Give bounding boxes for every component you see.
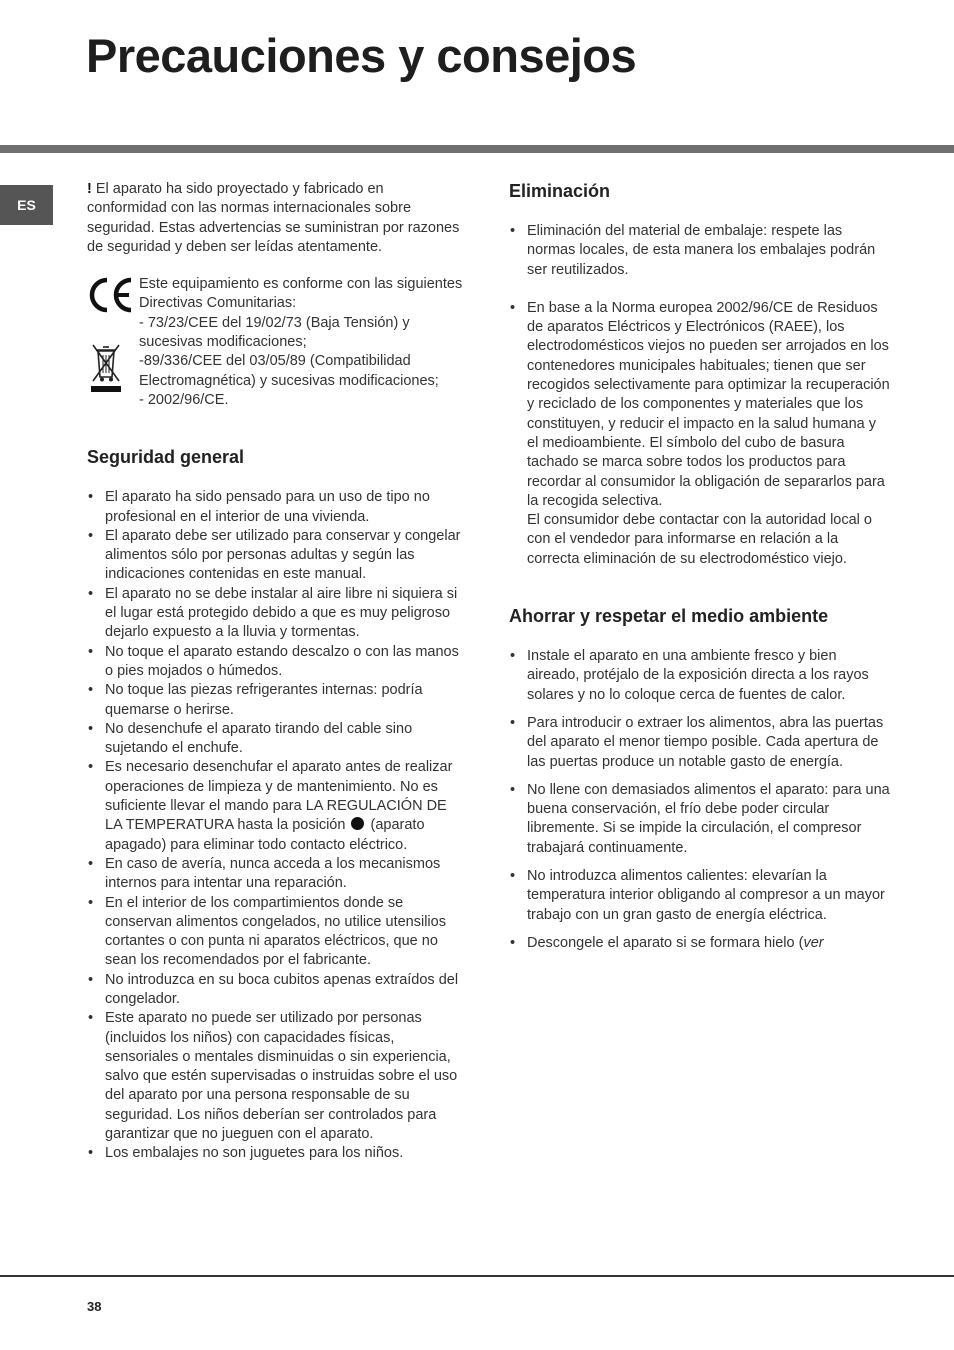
list-item: • No toque el aparato estando descalzo o con las manos o pies mojados o húmedos. bbox=[87, 643, 467, 682]
intro-paragraph bbox=[87, 180, 467, 257]
raee-paragraph: • En base a la Norma europea 2002/96/CE de Residuos de aparatos Eléctricos y Electrónicos (RAEE), los electrodomésticos viejos no pueden ser arrojados en los contenedores municipales habituales; tienen que ser recogidos selectivamente para optimizar la recuperación y reciclado de los componentes y materiales que los constituyen, y reducir el impacto en la salud humana y el medioambiente. El símbolo del cubo de basura tachado se marca sobre todos los productos para recordar al consumidor la obligación de separarlos para la recogida selectiva. bbox=[527, 299, 890, 509]
compliance-block bbox=[87, 275, 467, 410]
compliance-line: - 2002/96/CE. bbox=[139, 391, 229, 408]
list-item: • No introduzca alimentos calientes: elevarían la temperatura interior obligando al compresor a un mayor trabajo con un gran gasto de energía eléctrica. bbox=[509, 867, 891, 925]
warning-mark: ! bbox=[87, 181, 92, 197]
heading-eliminacion: Eliminación bbox=[509, 181, 611, 201]
list-item: • Instale el aparato en una ambiente fresco y bien aireado, protéjalo de la exposición directa a los rayos solares y no lo coloque cerca de fuentes de calor. bbox=[509, 647, 891, 705]
page-number: 38 bbox=[87, 1299, 102, 1314]
list-item: • No desenchufe el aparato tirando del cable sino sujetando el enchufe. bbox=[87, 720, 467, 759]
page-title: Precauciones y consejos bbox=[86, 29, 637, 82]
compliance-line: - 73/23/CEE del 19/02/73 (Baja Tensión) y sucesivas modificaciones; bbox=[139, 314, 410, 351]
list-item: • Eliminación del material de embalaje: respete las normas locales, de esta manera los embalajes podrán ser reutilizados. bbox=[509, 222, 891, 280]
list-item-raee bbox=[509, 299, 891, 569]
list-item: • No introduzca en su boca cubitos apenas extraídos del congelador. bbox=[87, 971, 467, 1010]
unplug-text-before: Es necesario desenchufar el aparato antes de realizar operaciones de limpieza y de mantenimiento. No es suficiente llevar el mando para LA REGULACIÓN DE LA TEMPERATURA hasta la posición bbox=[105, 759, 453, 834]
crossed-bin-icon bbox=[89, 341, 123, 393]
raee-contact-paragraph: El consumidor debe contactar con la autoridad local o con el vendedor para informarse en relación a la correcta eliminación de su electrodoméstico viejo. bbox=[527, 512, 872, 567]
list-item: • Este aparato no puede ser utilizado por personas (incluidos los niños) con capacidades físicas, sensoriales o mentales disminuidas o sin experiencia, salvo que estén supervisadas o instruidas sobre el uso del aparato por una persona responsable de su seguridad. Los niños deberían ser controlados para garantizar que no jueguen con el aparato. bbox=[87, 1009, 467, 1144]
list-item: • No toque las piezas refrigerantes internas: podría quemarse o herirse. bbox=[87, 681, 467, 720]
list-item-defrost bbox=[509, 934, 891, 953]
off-position-dot-icon bbox=[351, 817, 364, 830]
ahorrar-list bbox=[509, 647, 891, 953]
seguridad-list bbox=[87, 488, 467, 1163]
right-column bbox=[509, 180, 891, 953]
list-item: • El aparato ha sido pensado para un uso de tipo no profesional en el interior de una vivienda. bbox=[87, 488, 467, 527]
heading-ahorrar: Ahorrar y respetar el medio ambiente bbox=[509, 606, 829, 627]
ce-mark-icon bbox=[87, 275, 135, 315]
unplug-text-after: (aparato apagado) para eliminar todo contacto eléctrico. bbox=[105, 817, 425, 853]
heading-seguridad-general: Seguridad general bbox=[87, 447, 245, 468]
list-item: • En el interior de los compartimientos donde se conservan alimentos congelados, no utilice utensilios cortantes o con punta ni aparatos eléctricos, que no sean los recomendados por el fabricante. bbox=[87, 894, 467, 971]
list-item-unplug bbox=[87, 758, 467, 854]
list-item: • En caso de avería, nunca acceda a los mecanismos internos para intentar una reparación. bbox=[87, 855, 467, 894]
list-item: • Los embalajes no son juguetes para los niños. bbox=[87, 1144, 467, 1163]
list-item: • El aparato no se debe instalar al aire libre ni siquiera si el lugar está protegido debido a que es muy peligroso dejarlo expuesto a la lluvia y tormentas. bbox=[87, 585, 467, 643]
see-reference: ver bbox=[803, 934, 824, 951]
list-item: • El aparato debe ser utilizado para conservar y congelar alimentos sólo por personas adultas y según las indicaciones contenidas en este manual. bbox=[87, 527, 467, 585]
compliance-line: -89/336/CEE del 03/05/89 (Compatibilidad Electromagnética) y sucesivas modificaciones; bbox=[139, 353, 439, 389]
compliance-line: Este equipamiento es conforme con las siguientes Directivas Comunitarias: bbox=[139, 276, 463, 312]
intro-text: El aparato ha sido proyectado y fabricado en conformidad con las normas internacionales sobre seguridad. Estas advertencias se suministran por razones de seguridad y deben ser leídas atentamente. bbox=[87, 181, 460, 255]
eliminacion-list bbox=[509, 222, 891, 569]
list-item: • No llene con demasiados alimentos el aparato: para una buena conservación, el frío debe poder circular libremente. Si se impide la circulación, el compresor trabajará continuamente. bbox=[509, 781, 891, 858]
footer-divider bbox=[0, 1275, 954, 1277]
list-item: • Para introducir o extraer los alimentos, abra las puertas del aparato el menor tiempo posible. Cada apertura de las puertas produce un notable gasto de energía. bbox=[509, 714, 891, 772]
language-tab: ES bbox=[0, 185, 53, 225]
defrost-text: Descongele el aparato si se formara hielo ( bbox=[527, 934, 804, 951]
left-column bbox=[87, 180, 467, 1164]
header-divider bbox=[0, 145, 954, 153]
